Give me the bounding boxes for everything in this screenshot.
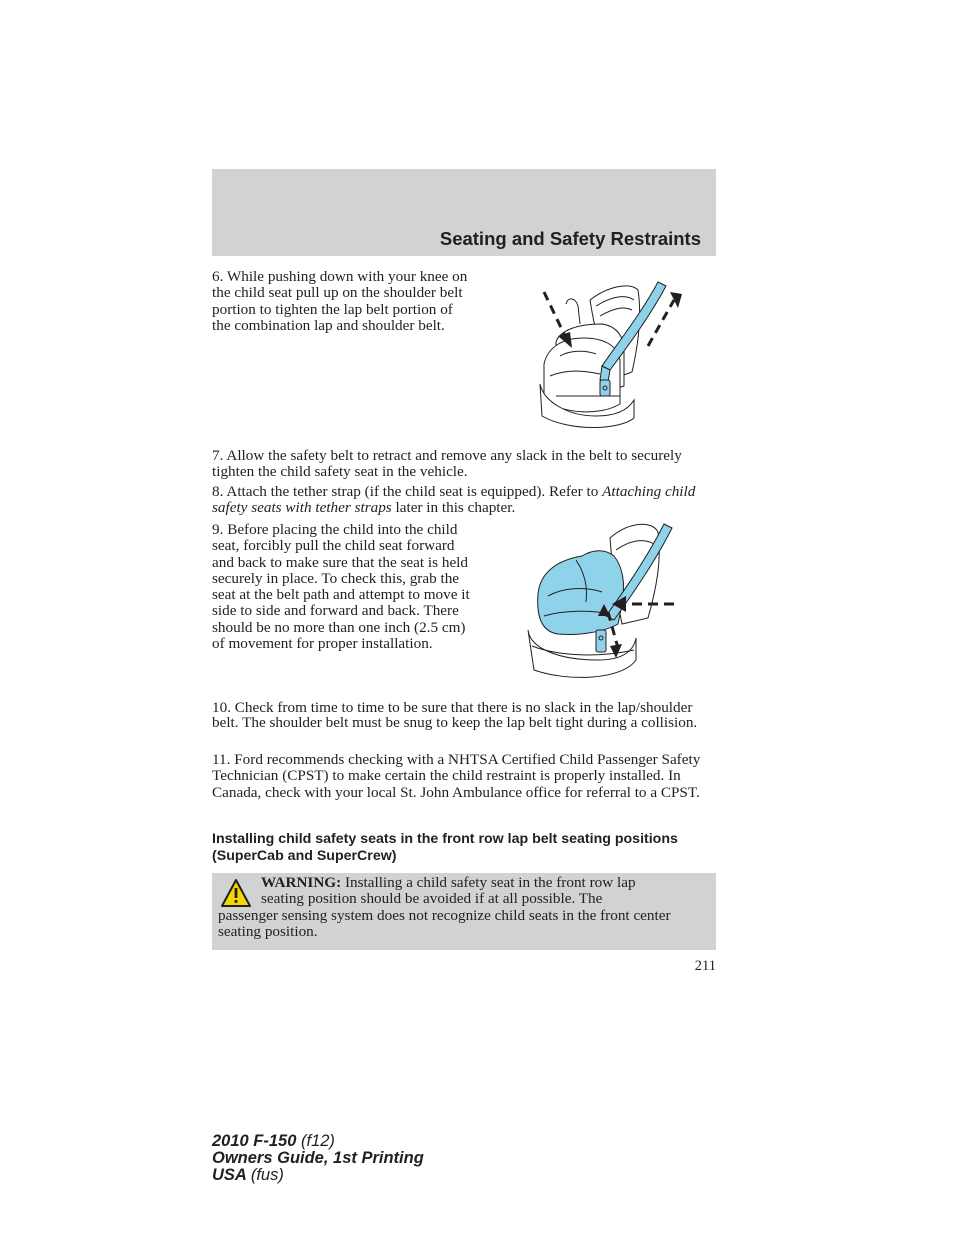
step-11-text: 11. Ford recommends checking with a NHTSA Certified Child Passenger Safety Technician (CPST) to make certain the child restraint is properly installed. In Canada, check with your local St. John Ambulance office for referral to a CPST.: [212, 751, 701, 801]
footer-region-line: [212, 1167, 424, 1184]
step-10-text: 10. Check from time to time to be sure that there is no slack in the lap/shoulder belt. The shoulder belt must be snug to keep the lap belt tight during a collision.: [212, 699, 698, 731]
footer-region: USA: [212, 1166, 247, 1185]
warning-text: [218, 875, 702, 940]
warning-line-1: Installing a child safety seat in the front row lap: [344, 874, 636, 891]
document-footer: [212, 1133, 424, 1185]
footer-region-code: (fus): [250, 1166, 284, 1185]
belt-tightening-illustration: [520, 276, 700, 434]
step-8-text: [212, 484, 716, 517]
seat-movement-check-illustration: [518, 520, 688, 692]
step-8-prefix: 8. Attach the tether strap (if the child seat is equipped). Refer to: [212, 483, 599, 500]
footer-model-line: [212, 1133, 424, 1150]
warning-label: WARNING:: [261, 874, 342, 891]
header-band: [212, 169, 716, 256]
footer-model: 2010 F-150: [212, 1132, 297, 1150]
step-7-text: 7. Allow the safety belt to retract and remove any slack in the belt to securely tighten the child safety seat in the vehicle.: [212, 447, 682, 481]
warning-line-2: seating position should be avoided if at all possible. The: [261, 890, 603, 908]
footer-model-code: (f12): [301, 1132, 335, 1150]
warning-rest: passenger sensing system does not recognize child seats in the front center seating position.: [218, 906, 671, 940]
footer-guide-line: Owners Guide, 1st Printing: [212, 1149, 424, 1168]
section-heading: Installing child safety seats in the front row lap belt seating positions (SuperCab and SuperCrew): [212, 831, 678, 864]
section-title: Seating and Safety Restraints: [439, 228, 701, 249]
step-8-suffix: later in this chapter.: [395, 499, 516, 517]
warning-box: [212, 873, 716, 950]
page-number: 211: [694, 958, 716, 974]
cross-reference-link: Attaching child safety seats with tether straps: [212, 483, 696, 517]
step-9-text: 9. Before placing the child into the child seat, forcibly pull the child seat forward and back to make sure that the seat is held securely in place. To check this, grab the seat at the belt path and attempt to move it side to side and forward and back. There should be no more than one inch (2.5 cm) of movement for proper installation.: [212, 521, 470, 653]
step-6-text: 6. While pushing down with your knee on the child seat pull up on the shoulder belt portion to tighten the lap belt portion of the combination lap and shoulder belt.: [212, 268, 468, 334]
